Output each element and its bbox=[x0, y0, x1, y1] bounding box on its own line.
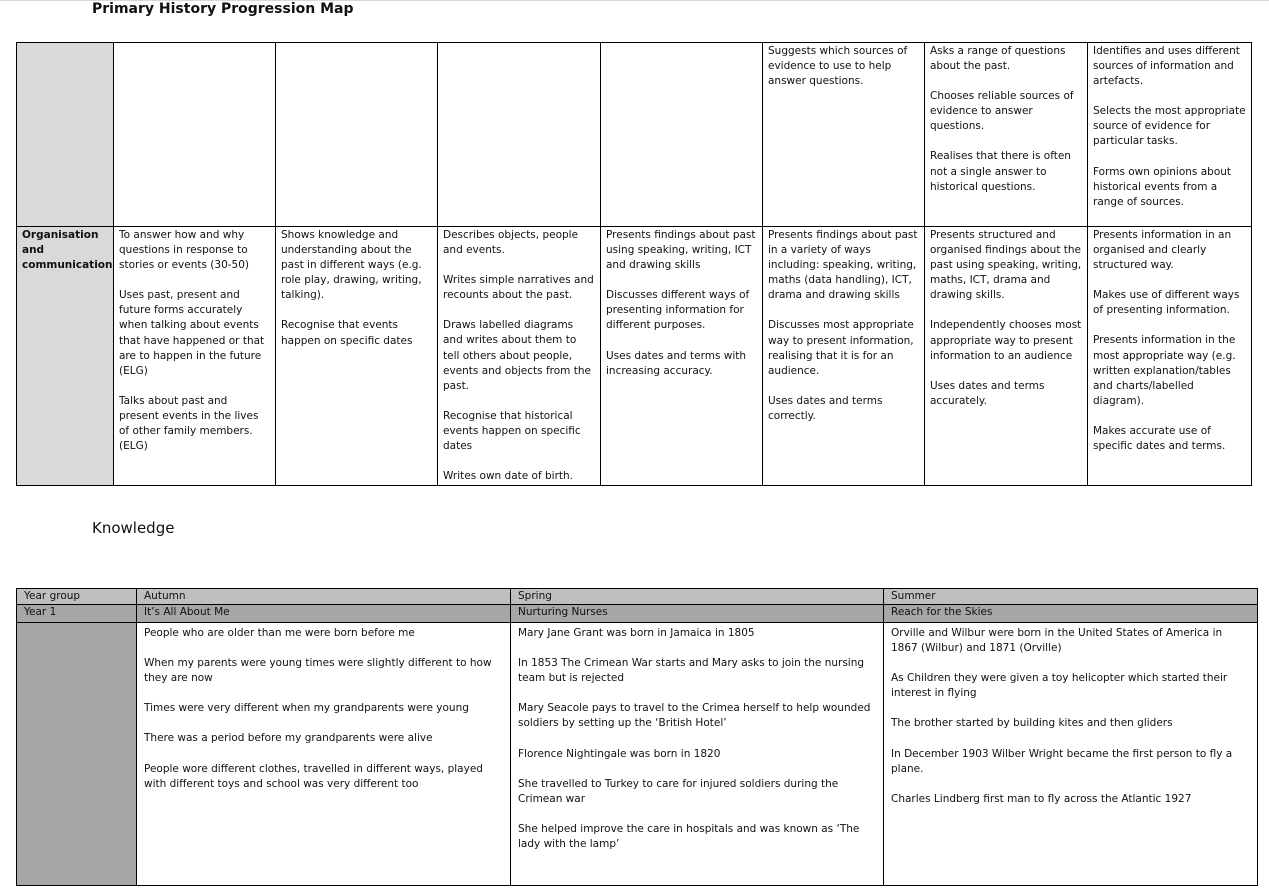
progression-cell bbox=[601, 227, 763, 486]
cell-paragraph: Charles Lindberg first man to fly across the Atlantic 1927 bbox=[891, 792, 1192, 805]
progression-cell bbox=[114, 227, 276, 486]
cell-paragraph: When my parents were young times were slightly different to how they are now bbox=[144, 657, 492, 685]
cell-paragraph: Presents findings about past using speaking, writing, ICT and drawing skills bbox=[606, 229, 756, 272]
spring-topic: Nurturing Nurses bbox=[511, 605, 884, 623]
progression-cell bbox=[763, 227, 925, 486]
knowledge-content-row bbox=[17, 623, 1258, 886]
cell-paragraph: Presents information in an organised and clearly structured way. bbox=[1093, 229, 1232, 272]
cell-paragraph: As Children they were given a toy helicopter which started their interest in flying bbox=[891, 672, 1228, 700]
cell-paragraph: Uses past, present and future forms accurately when talking about events that have happened or that are to happen in the future (ELG) bbox=[119, 289, 265, 377]
year-group-header: Year group bbox=[17, 589, 137, 605]
knowledge-topic-row bbox=[17, 605, 1258, 623]
cell-paragraph: Chooses reliable sources of evidence to answer questions. bbox=[930, 90, 1074, 133]
cell-paragraph: Florence Nightingale was born in 1820 bbox=[518, 747, 721, 760]
progression-cell bbox=[276, 43, 438, 227]
cell-paragraph: Realises that there is often not a single answer to historical questions. bbox=[930, 150, 1071, 193]
cell-paragraph: To answer how and why questions in response to stories or events (30-50) bbox=[119, 229, 250, 272]
progression-cell bbox=[763, 43, 925, 227]
cell-paragraph: Talks about past and present events in the lives of other family members. (ELG) bbox=[119, 394, 259, 453]
cell-paragraph: People wore different clothes, travelled in different ways, played with different toys and school was very different too bbox=[144, 762, 483, 790]
cell-paragraph: There was a period before my grandparents were alive bbox=[144, 732, 433, 745]
cell-paragraph: Presents findings about past in a variety of ways including: speaking, writing, maths (data handling), ICT, drama and drawing skills bbox=[768, 229, 918, 302]
progression-cell bbox=[438, 227, 601, 486]
cell-paragraph: Presents structured and organised findings about the past using speaking, writing, maths, ICT, drama and drawing skills. bbox=[930, 229, 1082, 302]
cell-paragraph: Draws labelled diagrams and writes about them to tell others about people, events and objects from the past. bbox=[443, 319, 591, 392]
summer-header: Summer bbox=[884, 589, 1258, 605]
year-label: Year 1 bbox=[17, 605, 137, 623]
cell-paragraph: Makes accurate use of specific dates and terms. bbox=[1093, 424, 1226, 453]
cell-paragraph: Mary Jane Grant was born in Jamaica in 1805 bbox=[518, 627, 755, 640]
cell-paragraph: Describes objects, people and events. bbox=[443, 229, 579, 257]
cell-paragraph: Orville and Wilbur were born in the United States of America in 1867 (Wilbur) and 1871 (Orville) bbox=[891, 627, 1223, 655]
progression-cell bbox=[1088, 43, 1252, 227]
cell-paragraph: Writes own date of birth. bbox=[443, 470, 574, 483]
cell-paragraph: Shows knowledge and understanding about the past in different ways (e.g. role play, drawing, writing, talking). bbox=[281, 229, 422, 302]
summer-topic: Reach for the Skies bbox=[884, 605, 1258, 623]
year-shaded-cell bbox=[17, 623, 137, 886]
cell-paragraph: Suggests which sources of evidence to use to help answer questions. bbox=[768, 45, 908, 88]
cell-paragraph: Uses dates and terms correctly. bbox=[768, 394, 883, 422]
progression-cell bbox=[1088, 227, 1252, 486]
cell-paragraph: She travelled to Turkey to care for injured soldiers during the Crimean war bbox=[518, 777, 839, 805]
cell-paragraph: Times were very different when my grandparents were young bbox=[144, 702, 469, 715]
progression-cell bbox=[601, 43, 763, 227]
progression-cell bbox=[438, 43, 601, 227]
progression-cell bbox=[925, 227, 1088, 486]
autumn-content bbox=[137, 623, 511, 886]
cell-paragraph: Identifies and uses different sources of information and artefacts. bbox=[1093, 45, 1240, 88]
cell-paragraph: Recognise that events happen on specific dates bbox=[281, 319, 413, 347]
spring-content bbox=[511, 623, 884, 886]
evidence-row bbox=[17, 43, 1252, 227]
organisation-row bbox=[17, 227, 1252, 486]
cell-paragraph: Independently chooses most appropriate way to present information to an audience bbox=[930, 319, 1082, 362]
summer-content bbox=[884, 623, 1258, 886]
cell-paragraph: Mary Seacole pays to travel to the Crimea herself to help wounded soldiers by setting up the ‘British Hotel’ bbox=[518, 702, 871, 730]
autumn-topic: It’s All About Me bbox=[137, 605, 511, 623]
autumn-header: Autumn bbox=[137, 589, 511, 605]
row-label-cell bbox=[17, 43, 114, 227]
cell-paragraph: Presents information in the most appropriate way (e.g. written explanation/tables and charts/labelled diagram). bbox=[1093, 334, 1236, 407]
cell-paragraph: Discusses most appropriate way to present information, realising that it is for an audience. bbox=[768, 319, 914, 377]
cell-paragraph: People who are older than me were born before me bbox=[144, 627, 415, 640]
document-title: Primary History Progression Map bbox=[92, 1, 354, 17]
row-label-cell: Organisation and communication bbox=[17, 227, 114, 486]
cell-paragraph: In December 1903 Wilber Wright became the first person to fly a plane. bbox=[891, 747, 1233, 775]
progression-table bbox=[16, 42, 1252, 486]
cell-paragraph: She helped improve the care in hospitals and was known as ‘The lady with the lamp’ bbox=[518, 822, 860, 850]
cell-paragraph: Makes use of different ways of presenting information. bbox=[1093, 289, 1240, 317]
knowledge-heading: Knowledge bbox=[92, 519, 175, 537]
cell-paragraph: Forms own opinions about historical events from a range of sources. bbox=[1093, 165, 1232, 208]
progression-cell bbox=[114, 43, 276, 227]
cell-paragraph: Writes simple narratives and recounts about the past. bbox=[443, 274, 594, 302]
cell-paragraph: Asks a range of questions about the past. bbox=[930, 45, 1066, 73]
knowledge-table bbox=[16, 588, 1258, 886]
spring-header: Spring bbox=[511, 589, 884, 605]
progression-cell bbox=[925, 43, 1088, 227]
progression-cell bbox=[276, 227, 438, 486]
cell-paragraph: In 1853 The Crimean War starts and Mary asks to join the nursing team but is rejected bbox=[518, 657, 865, 685]
cell-paragraph: The brother started by building kites and then gliders bbox=[891, 717, 1173, 730]
cell-paragraph: Uses dates and terms accurately. bbox=[930, 379, 1045, 407]
cell-paragraph: Uses dates and terms with increasing accuracy. bbox=[606, 349, 747, 377]
cell-paragraph: Discusses different ways of presenting information for different purposes. bbox=[606, 289, 750, 332]
knowledge-header-row bbox=[17, 589, 1258, 605]
cell-paragraph: Selects the most appropriate source of evidence for particular tasks. bbox=[1093, 105, 1246, 148]
cell-paragraph: Recognise that historical events happen on specific dates bbox=[443, 409, 581, 453]
